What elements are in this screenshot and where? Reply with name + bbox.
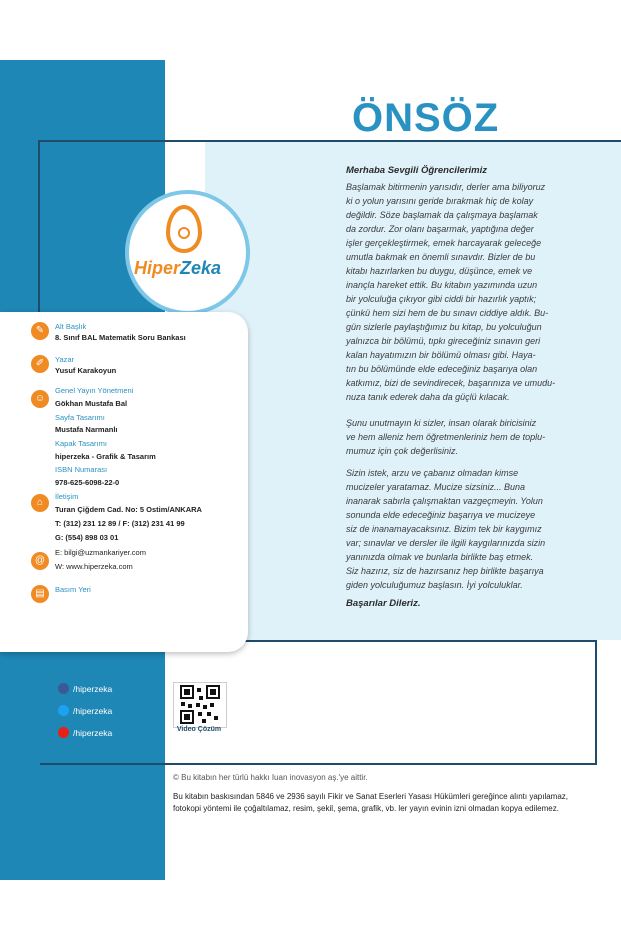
preface-paragraph-3: Sizin istek, arzu ve çabanız olmadan kimse mucizeler yaratamaz. Mucize sizsiniz... Buna inanarak sabırla çalışmaktan vazgeçmeyin. Yolun sonunda elde edeceğiniz başarıya ve mucizeye siz de inanamayacaksınız. Bizim tek bir kaygımız var; sınavlar ve dersler ile ilgili kaygılarınızda sizin yanınızda olmak ve bunlarla birlikte baş etmek. Siz hazırız, siz de hazırsanız hep birlikte başarıya giden yolculuğumuz başlasın. İyi yolculuklar.: [346, 468, 546, 590]
legal-notice: Bu kitabın baskısından 5846 ve 2936 sayılı Fikir ve Sanat Eserleri Yasası Hükümleri gereğince alıntı yapılamaz, fotokopi yöntemi ile çoğaltılamaz, resim, şekil, şema, grafik, vb. ler yayın evinin izni olmadan kopya edilemez.: [173, 792, 569, 813]
eye-logo-icon: [178, 227, 190, 239]
contact-email[interactable]: E: bilgi@uzmankariyer.com: [55, 548, 146, 557]
print-label: Basım Yeri: [55, 585, 91, 594]
facebook-handle[interactable]: /hiperzeka: [73, 684, 113, 694]
colophon-label: Alt Başlık: [55, 322, 87, 331]
page-title: ÖNSÖZ: [352, 96, 500, 140]
preface-paragraph-2: Şunu unutmayın ki sizler, insan olarak biricisiniz ve hem alleniz hem öğretmenleriniz hem de toplu- mumuz için çok değerlisiniz.: [346, 418, 546, 456]
colophon-value: Yusuf Karakoyun: [55, 366, 117, 375]
brand-logo: HiperZeka: [134, 258, 222, 278]
left-band-top-gap: [0, 0, 165, 60]
contact-label: İletişim: [55, 492, 79, 501]
contact-phone: T: (312) 231 12 89 / F: (312) 231 41 99: [55, 519, 185, 528]
colophon-value: hiperzeka - Grafik & Tasarım: [55, 452, 156, 461]
contact-address: Turan Çiğdem Cad. No: 5 Ostim/ANKARA: [55, 505, 202, 514]
colophon-label: ISBN Numarası: [55, 465, 108, 474]
contact-gsm: G: (554) 898 03 01: [55, 533, 119, 542]
qr-code-icon[interactable]: [173, 682, 227, 728]
email-icon: @: [31, 552, 49, 570]
frame-line-bottom: [40, 763, 597, 765]
colophon-value: Mustafa Narmanlı: [55, 425, 118, 434]
colophon-label: Yazar: [55, 355, 75, 364]
book-icon: ✎: [31, 322, 49, 340]
qr-label: Video Çözüm: [176, 726, 222, 733]
facebook-icon[interactable]: [58, 683, 69, 694]
colophon-label: Kapak Tasarımı: [55, 439, 107, 448]
location-icon: ⌂: [31, 494, 49, 512]
copyright-notice: © Bu kitabın her türlü hakkı Iuan inovasyon aş.'ye aittir.: [173, 773, 368, 782]
colophon-value: Gökhan Mustafa Bal: [55, 399, 128, 408]
team-icon: ☺: [31, 390, 49, 408]
twitter-icon[interactable]: [58, 705, 69, 716]
preface-paragraph-1: Başlamak bitirmenin yarısıdır, derler ama biliyoruz ki o yolun yarısını geride bırakmak hiç de kolay değildir. Söze başlamak da çalışmaya başlamak da zordur. Zor olanı başarmak, yaptığına değer işler gerçekleştirmek, emek harcayarak geleceğe umutla bakmak en önemli sınavdır. Bizler de bu kitabı hazırlarken bu duygu, düşünce, emek ve inançla hareket ettik. Bu kitabın yazımında uzun bir yolculuğa çıkıyor gibi ciddi bir hazırlık yaptık; çünkü hem sizi hem de bu sınavı ciddiye aldık. Bu- gün sizlerle paylaştığımız bu kitap, bu yolculuğun yalnızca bir bölümü, tıpkı gireceğiniz sınavın geri kalan hayatımızın bir bölümü olması gibi. Haya- tın bu bölümünde elde edeceğiniz başarıya olan katkımız, bizi de sevindirecek, başarınıza ve umudu- nuza tanık ederek daha da güçlü kılacak.: [346, 182, 556, 402]
frame-line-top: [38, 140, 621, 142]
pen-icon: ✐: [31, 355, 49, 373]
colophon-label: Sayfa Tasarımı: [55, 413, 105, 422]
preface-greeting: Merhaba Sevgili Öğrencilerimiz: [346, 165, 487, 176]
colophon-value: 978-625-6098-22-0: [55, 478, 120, 487]
twitter-handle[interactable]: /hiperzeka: [73, 706, 113, 716]
colophon-label: Genel Yayın Yönetmeni: [55, 386, 134, 395]
youtube-icon[interactable]: [58, 727, 69, 738]
youtube-handle[interactable]: /hiperzeka: [73, 728, 113, 738]
preface-closing: Başarılar Dileriz.: [346, 598, 421, 609]
contact-web[interactable]: W: www.hiperzeka.com: [55, 562, 133, 571]
frame-line-left: [38, 140, 40, 315]
printer-icon: ▤: [31, 585, 49, 603]
frame-line-right: [595, 640, 597, 765]
colophon-value: 8. Sınıf BAL Matematik Soru Bankası: [55, 333, 186, 342]
